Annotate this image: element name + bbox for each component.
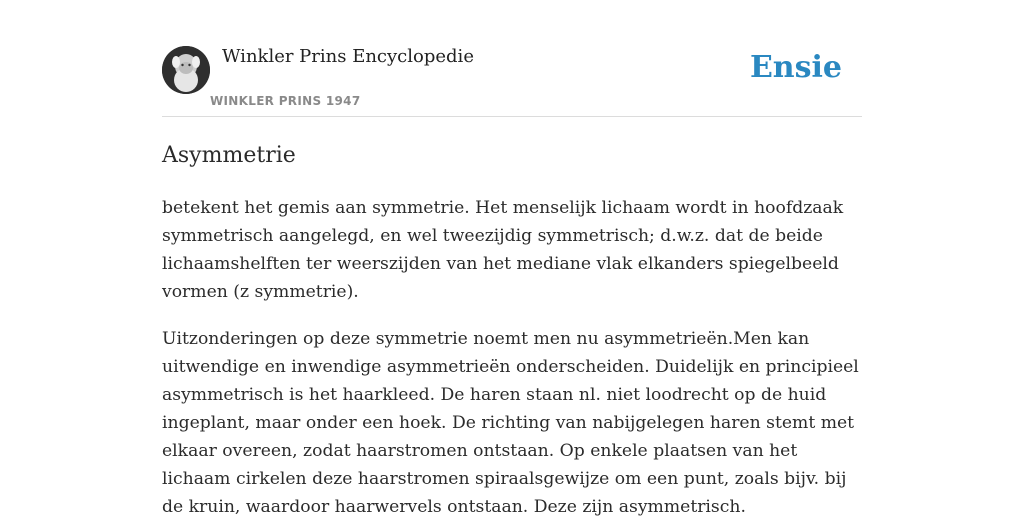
portrait-avatar-icon[interactable] (162, 46, 210, 94)
brand-logo[interactable]: Ensie (749, 50, 842, 85)
article-paragraph: Uitzonderingen op deze symmetrie noemt men nu asymmetrieën.Men kan uitwendige en inwendige asymmetrieën onderscheiden. Duidelijk en principieel asymmetrisch is het haarkleed. De haren staan nl. niet loodrecht op de huid ingeplant, maar onder een hoek. De richting van nabijgelegen haren stemt met elkaar overeen, zodat haarstromen ontstaan. Op enkele plaatsen van het lichaam cirkelen deze haarstromen spiraalsgewijze om een punt, zoals bijv. bij de kruin, waardoor haarwervels ontstaan. Deze zijn asymmetrisch. (162, 329, 859, 517)
page-container (162, 0, 862, 521)
site-title[interactable]: Winkler Prins Encyclopedie (222, 46, 474, 67)
site-header (162, 0, 862, 117)
article-paragraph: betekent het gemis aan symmetrie. Het menselijk lichaam wordt in hoofdzaak symmetrisch aangelegd, en wel tweezijdig symmetrisch; d.w.z. dat de beide lichaamshelften ter weerszijden van het mediane vlak elkanders spiegelbeeld vormen (z symmetrie). (162, 198, 844, 302)
article-title: Asymmetrie (162, 143, 296, 168)
site-subtitle[interactable]: WINKLER PRINS 1947 (210, 94, 361, 108)
